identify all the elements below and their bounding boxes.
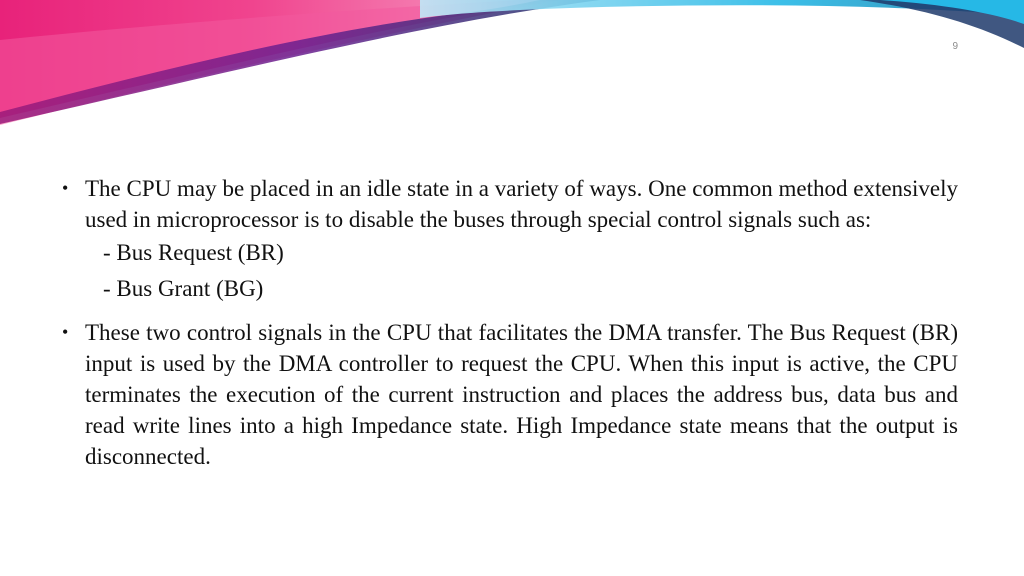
sub-item-bus-request: - Bus Request (BR) xyxy=(103,240,284,265)
bullet-item xyxy=(62,317,958,472)
bullet-icon: • xyxy=(62,322,69,342)
bullet-item xyxy=(62,173,958,307)
page-number: 9 xyxy=(952,41,958,52)
bullet-text: The CPU may be placed in an idle state in a variety of ways. One common method extensively used in microprocessor is to disable the buses through special control signals such as: xyxy=(85,176,958,232)
bullet-icon: • xyxy=(62,178,69,198)
bullet-text: These two control signals in the CPU that facilitates the DMA transfer. The Bus Request (BR) input is used by the DMA controller to request the CPU. When this input is active, the CPU terminates the execution of the current instruction and places the address bus, data bus and read write lines into a high Impedance state. High Impedance state means that the output is disconnected. xyxy=(85,320,958,469)
sub-item-bus-grant: - Bus Grant (BG) xyxy=(103,276,264,301)
slide-body xyxy=(62,173,958,472)
header-decoration xyxy=(0,0,1024,140)
